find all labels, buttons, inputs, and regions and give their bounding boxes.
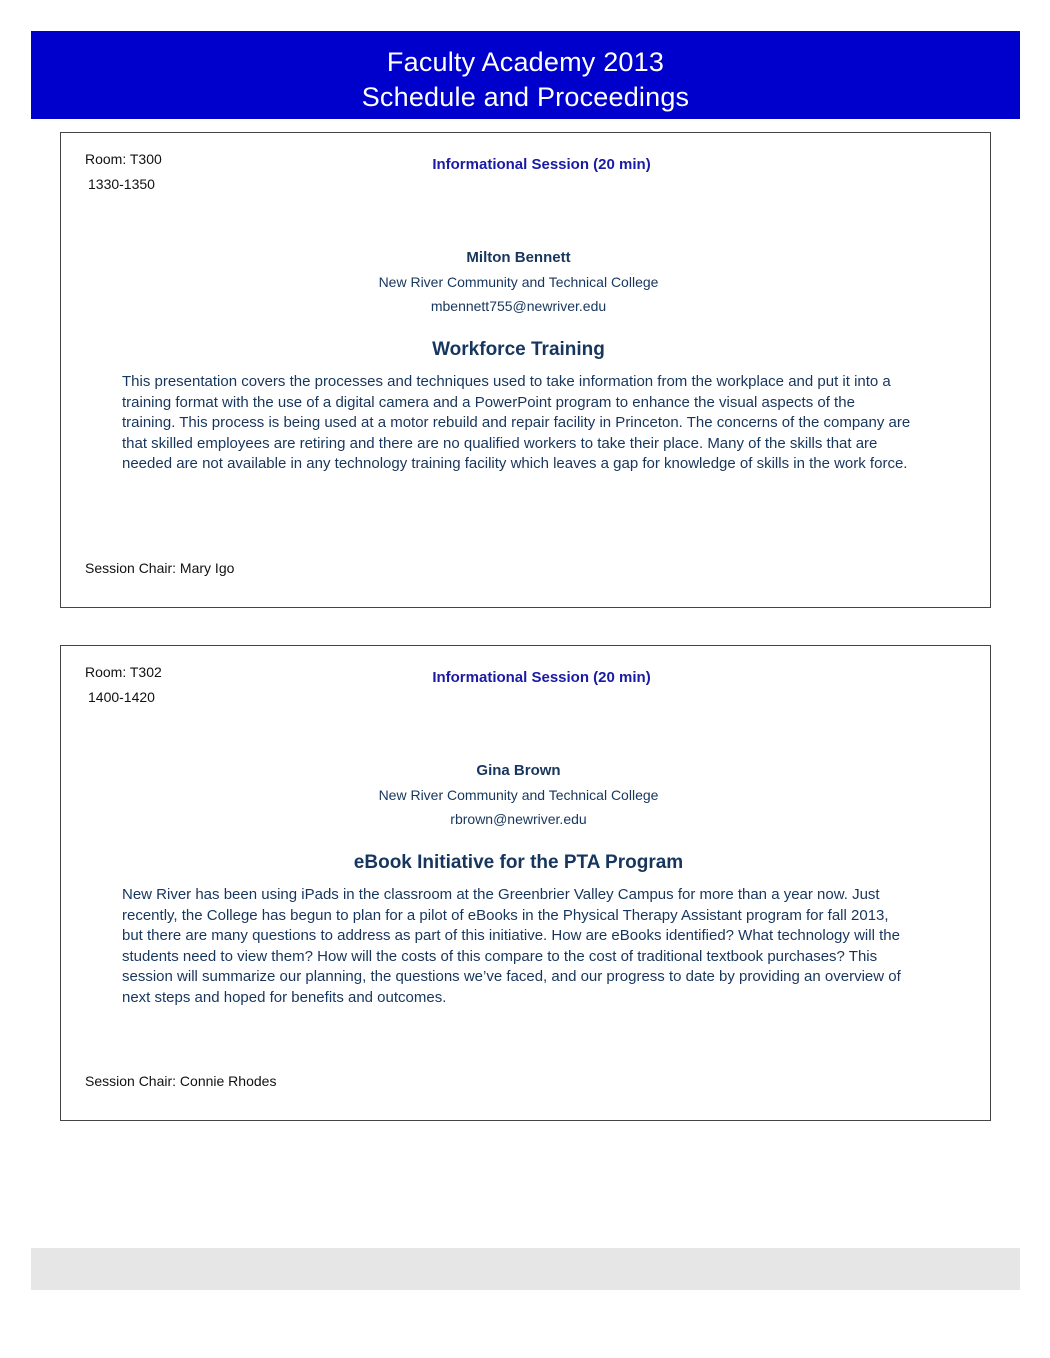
presenter-name: Gina Brown	[476, 762, 561, 779]
session-time: 1330-1350	[88, 176, 155, 192]
session-time: 1400-1420	[88, 689, 155, 705]
presenter-organization: New River Community and Technical College	[378, 274, 659, 290]
header-subtitle: Schedule and Proceedings	[361, 82, 690, 112]
presenter-info	[61, 249, 990, 315]
presenter-email: rbrown@newriver.edu	[450, 811, 587, 827]
session-chair: Session Chair: Connie Rhodes	[85, 1073, 277, 1089]
presenter-info	[61, 762, 990, 828]
session-type: Informational Session (20 min)	[432, 669, 651, 686]
page-header-banner	[31, 31, 1020, 119]
session-description: This presentation covers the processes and techniques used to take information from the workplace and put it into a training format with the use of a digital camera and a PowerPoint program to enhance the visual aspects of the training. This process is being used at a motor rebuild and repair facility in Princeton. The concerns of the company are that skilled employees are retiring and there are no qualified workers to take their place. Many of the skills that are needed are not available in any technology training facility which leaves a gap for knowledge of skills in the work force.	[122, 373, 911, 472]
session-description: New River has been using iPads in the classroom at the Greenbrier Valley Campus for more than a year now. Just recently, the College has begun to plan for a pilot of eBooks in the Physical Therapy Assistant program for fall 2013, but there are many questions to address as part of this initiative. How are eBooks identified? What technology will the students need to view them? How will the costs of this compare to the cost of traditional textbook purchases? This session will summarize our planning, the questions we’ve faced, and our progress to date by providing an overview of next steps and hoped for benefits and outcomes.	[122, 886, 901, 1006]
page-footer-bar	[31, 1248, 1020, 1290]
presenter-name: Milton Bennett	[466, 249, 571, 266]
header-title: Faculty Academy 2013	[386, 47, 665, 77]
session-card	[60, 645, 991, 1121]
session-chair: Session Chair: Mary Igo	[85, 560, 235, 576]
session-title: eBook Initiative for the PTA Program	[353, 852, 684, 873]
session-room: Room: T302	[85, 664, 162, 680]
session-type: Informational Session (20 min)	[432, 156, 651, 173]
presenter-organization: New River Community and Technical College	[378, 787, 659, 803]
presenter-email: mbennett755@newriver.edu	[430, 298, 607, 314]
session-room: Room: T300	[85, 151, 162, 167]
session-title: Workforce Training	[432, 339, 605, 360]
session-card	[60, 132, 991, 608]
